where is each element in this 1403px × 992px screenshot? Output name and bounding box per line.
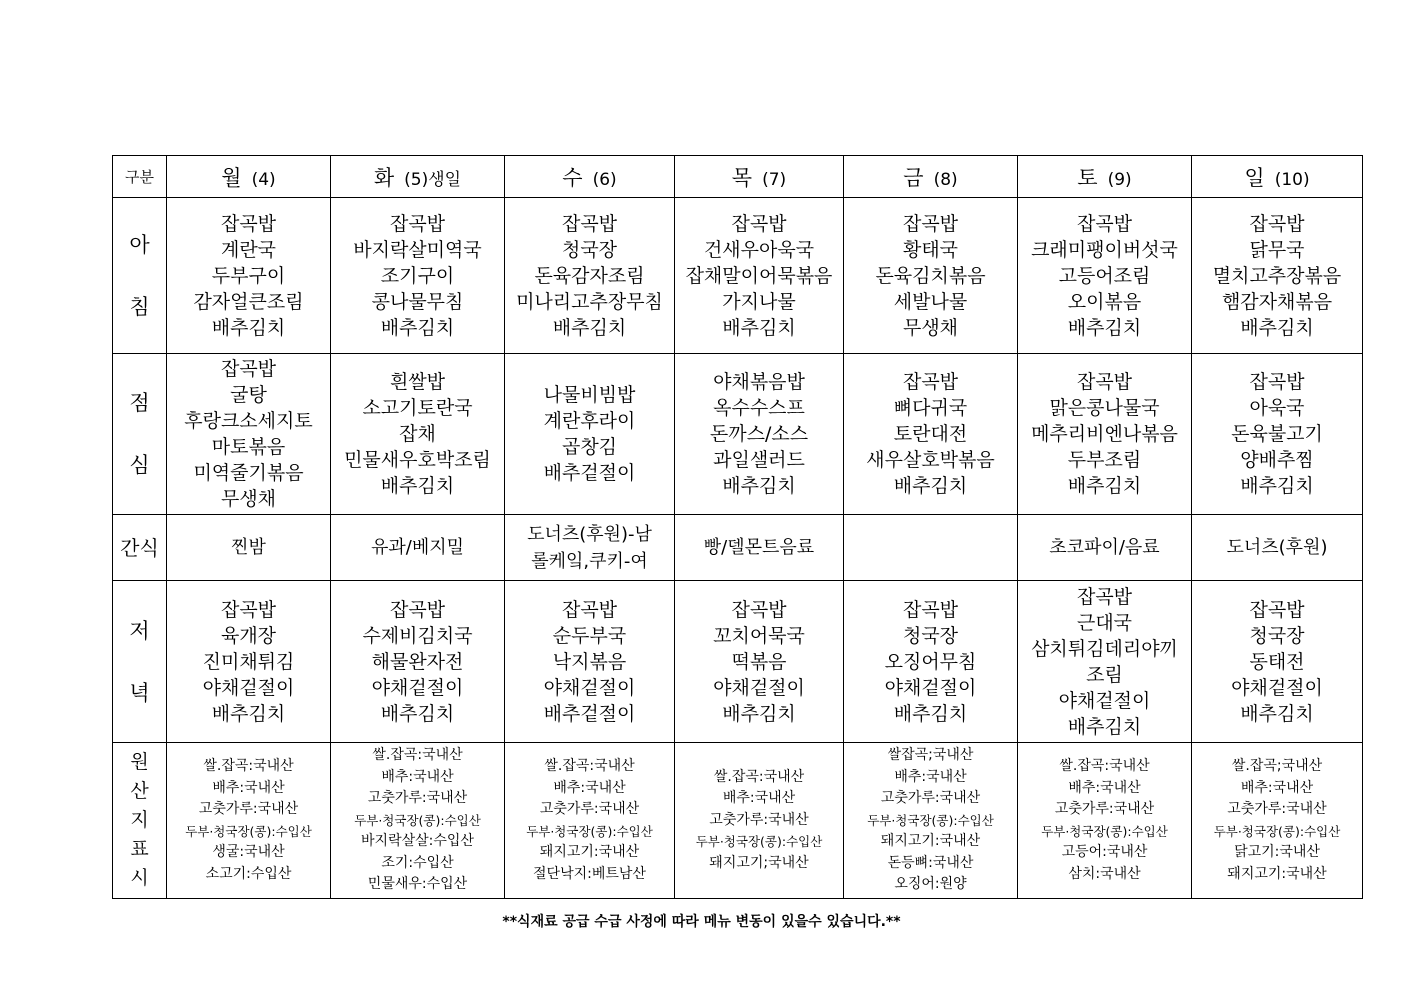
menu-item: 계란후라이 — [543, 410, 636, 432]
label-char: 원 — [130, 751, 149, 773]
menu-item: 배추겉절이 — [543, 702, 636, 725]
origin-item: 두부·청국장(콩):수입산 — [867, 812, 994, 828]
snack-row — [113, 515, 1363, 581]
menu-item: 돈육김치볶음 — [875, 264, 986, 287]
lunch-cell — [167, 354, 331, 515]
menu-item: 메추리비엔나볶음 — [1031, 423, 1178, 445]
dinner-label — [113, 581, 167, 743]
origin-item: 두부·청국장(콩):수입산 — [695, 834, 823, 850]
menu-item: 미역줄기볶음 — [193, 462, 304, 484]
lunch-cell — [675, 354, 844, 515]
menu-item: 순두부국 — [552, 624, 627, 647]
origin-label — [113, 743, 167, 899]
menu-item: 잡채 — [399, 423, 436, 445]
snack-cell — [1192, 515, 1363, 581]
menu-item: 배추김치 — [1240, 316, 1314, 339]
menu-item: 양배추찜 — [1240, 449, 1314, 471]
label-char: 녁 — [129, 680, 150, 705]
lunch-cell — [844, 354, 1018, 515]
menu-item: 미나리고추장무침 — [516, 290, 663, 313]
origin-item: 쌀.잡곡:국내산 — [203, 758, 294, 774]
day-name: 일 — [1244, 165, 1265, 190]
dinner-cell — [1018, 581, 1192, 743]
menu-item: 닭무국 — [1249, 238, 1305, 261]
menu-item: 야채겉절이 — [543, 676, 636, 699]
menu-item: 황태국 — [902, 238, 959, 261]
origin-cell — [1018, 743, 1192, 899]
origin-item: 고춧가루:국내산 — [1227, 801, 1327, 817]
menu-item: 돈까스/소스 — [709, 423, 809, 445]
menu-item: 잡곡밥 — [1076, 212, 1133, 235]
label-char: 시 — [130, 867, 149, 889]
origin-item: 두부·청국장(콩):수입산 — [354, 812, 481, 828]
menu-item: 야채볶음밥 — [713, 371, 805, 393]
menu-item: 무생채 — [902, 316, 959, 339]
menu-item: 잡채말이어묵볶음 — [685, 264, 833, 287]
menu-item: 돈육불고기 — [1231, 423, 1323, 445]
menu-item: 곱창김 — [561, 436, 618, 458]
menu-item: 고등어조림 — [1058, 264, 1151, 287]
menu-item: 배추김치 — [380, 702, 455, 725]
menu-item: 옥수수스프 — [713, 397, 805, 419]
menu-item: 과일샐러드 — [713, 449, 805, 471]
menu-item: 진미채튀김 — [202, 650, 295, 673]
origin-item: 쌀잡곡;국내산 — [887, 747, 974, 764]
menu-item: 토란대전 — [893, 423, 968, 445]
breakfast-cell — [675, 198, 844, 354]
origin-item: 생굴:국내산 — [212, 844, 285, 860]
dinner-cell — [675, 581, 844, 743]
breakfast-row — [113, 198, 1363, 354]
dinner-cell — [505, 581, 675, 743]
lunch-cell — [1192, 354, 1363, 515]
origin-item: 고등어:국내산 — [1061, 844, 1148, 860]
menu-item: 두부조림 — [1067, 449, 1142, 471]
origin-item: 쌀.잡곡:국내산 — [544, 758, 635, 774]
origin-item: 소고기:수입산 — [205, 865, 292, 882]
breakfast-cell — [167, 198, 331, 354]
label-char: 지 — [130, 809, 149, 831]
menu-item: 낙지볶음 — [552, 650, 627, 673]
menu-item: 뼈다귀국 — [893, 397, 968, 419]
origin-item: 고춧가루:국내산 — [198, 801, 299, 817]
menu-item: 잡곡밥 — [1076, 585, 1133, 608]
label-char: 저 — [129, 618, 150, 643]
menu-item: 잡곡밥 — [561, 212, 618, 235]
menu-item: 새우살호박볶음 — [866, 449, 995, 471]
day-name: 수 — [562, 165, 583, 190]
menu-item: 가지나물 — [722, 290, 796, 313]
lunch-row — [113, 354, 1363, 515]
snack-cell — [675, 515, 844, 581]
menu-item: 잡곡밥 — [1249, 598, 1305, 621]
menu-item: 동태전 — [1249, 650, 1305, 673]
menu-item: 배추김치 — [893, 702, 968, 725]
origin-item: 민물새우:수입산 — [367, 876, 468, 893]
menu-item: 무생채 — [220, 488, 277, 510]
origin-item: 두부·청국장(콩):수입산 — [526, 823, 653, 839]
origin-cell — [675, 743, 844, 899]
menu-item: 잡곡밥 — [902, 212, 959, 235]
menu-item: 잡곡밥 — [1249, 212, 1305, 235]
snack-cell — [167, 515, 331, 581]
menu-item: 잡곡밥 — [220, 598, 277, 621]
origin-item: 배추:국내산 — [212, 779, 285, 796]
day-number: (7) — [762, 169, 787, 190]
origin-cell — [167, 743, 331, 899]
menu-item: 배추김치 — [211, 702, 286, 725]
day-number: (5)생일 — [404, 169, 462, 190]
origin-item: 두부·청국장(콩):수입산 — [1213, 823, 1341, 839]
origin-item: 오징어:원양 — [894, 876, 967, 893]
origin-item: 두부·청국장(콩):수입산 — [1041, 823, 1168, 839]
dinner-cell — [844, 581, 1018, 743]
origin-item: 배추:국내산 — [1240, 779, 1314, 796]
menu-item: 배추김치 — [211, 316, 286, 339]
origin-item: 고춧가루:국내산 — [709, 811, 809, 828]
dinner-cell — [331, 581, 505, 743]
day-number: (6) — [592, 169, 617, 190]
menu-item: 아욱국 — [1249, 397, 1305, 419]
menu-item: 잡곡밥 — [561, 598, 618, 621]
day-number: (9) — [1107, 169, 1132, 190]
menu-item: 굴탕 — [230, 384, 267, 406]
origin-row — [113, 743, 1363, 899]
menu-item: 돈육감자조림 — [534, 264, 645, 287]
menu-item: 잡곡밥 — [902, 598, 959, 621]
menu-item: 꼬치어묵국 — [713, 624, 805, 647]
menu-item: 육개장 — [220, 624, 277, 647]
day-header-fri — [844, 156, 1018, 198]
menu-item: 오이볶음 — [1067, 290, 1142, 313]
origin-item: 쌀.잡곡;국내산 — [1231, 758, 1323, 774]
origin-item: 배추:국내산 — [1068, 779, 1141, 796]
menu-item: 두부구이 — [211, 264, 286, 287]
header-row — [113, 156, 1363, 198]
lunch-cell — [505, 354, 675, 515]
menu-item: 콩나물무침 — [371, 290, 464, 313]
day-header-sat — [1018, 156, 1192, 198]
menu-item: 배추김치 — [1067, 715, 1142, 738]
origin-item: 돼지고기:국내산 — [1227, 865, 1327, 882]
origin-item: 돼지고기:국내산 — [880, 833, 981, 850]
origin-item: 배추:국내산 — [722, 790, 796, 807]
label-char: 산 — [130, 780, 149, 802]
menu-item: 잡곡밥 — [1249, 371, 1305, 393]
menu-item: 건새우아욱국 — [703, 238, 815, 261]
menu-item: 배추김치 — [1240, 702, 1314, 725]
menu-item: 청국장 — [561, 238, 618, 261]
origin-item: 두부·청국장(콩):수입산 — [185, 823, 312, 839]
origin-cell — [331, 743, 505, 899]
menu-item: 배추김치 — [1067, 475, 1142, 497]
origin-cell — [505, 743, 675, 899]
menu-item: 도너츠(후원)-남 — [527, 523, 652, 545]
menu-item: 맑은콩나물국 — [1049, 397, 1160, 419]
dinner-row — [113, 581, 1363, 743]
menu-item: 잡곡밥 — [1076, 371, 1133, 393]
menu-item: 유과/베지밀 — [370, 537, 464, 558]
origin-item: 쌀.잡곡:국내산 — [372, 747, 463, 764]
menu-item: 마토볶음 — [211, 436, 286, 458]
menu-item: 멸치고추장볶음 — [1212, 264, 1342, 287]
origin-item: 배추:국내산 — [553, 779, 626, 796]
origin-item: 배추:국내산 — [894, 768, 967, 785]
menu-item: 잡곡밥 — [731, 598, 787, 621]
menu-item: 민물새우호박조림 — [344, 449, 491, 471]
menu-item: 흰쌀밥 — [389, 371, 446, 393]
day-number: (10) — [1274, 169, 1310, 190]
origin-item: 돼지고기;국내산 — [709, 854, 809, 871]
menu-item: 감자얼큰조림 — [193, 290, 304, 313]
day-number: (4) — [251, 169, 276, 190]
label-char: 심 — [129, 453, 150, 477]
origin-item: 바지락살살:수입산 — [361, 833, 474, 850]
origin-item: 닭고기:국내산 — [1234, 844, 1320, 860]
menu-item: 야채겉절이 — [371, 676, 464, 699]
menu-item: 잡곡밥 — [731, 212, 787, 235]
menu-item: 야채겉절이 — [884, 676, 977, 699]
breakfast-label — [113, 198, 167, 354]
menu-item: 잡곡밥 — [389, 212, 446, 235]
lunch-label — [113, 354, 167, 515]
menu-item: 빵/델몬트음료 — [703, 537, 815, 558]
snack-cell — [331, 515, 505, 581]
menu-item: 야채겉절이 — [713, 676, 805, 699]
day-number: (8) — [933, 169, 958, 190]
menu-item: 떡볶음 — [731, 650, 787, 673]
day-name: 토 — [1077, 165, 1098, 190]
menu-item: 배추김치 — [380, 316, 455, 339]
menu-item: 배추김치 — [722, 316, 796, 339]
day-header-tue — [331, 156, 505, 198]
menu-item: 배추김치 — [380, 475, 455, 497]
day-header-wed — [505, 156, 675, 198]
origin-cell — [1192, 743, 1363, 899]
label-char: 표 — [130, 838, 149, 860]
dinner-cell — [1192, 581, 1363, 743]
menu-item: 롤케잌,쿠키-여 — [531, 550, 648, 572]
menu-item: 잡곡밥 — [389, 598, 446, 621]
day-name: 목 — [731, 165, 753, 190]
breakfast-cell — [1018, 198, 1192, 354]
menu-item: 잡곡밥 — [220, 358, 277, 380]
menu-item: 야채겉절이 — [202, 676, 295, 699]
footer-note: **식재료 공급 수급 사정에 따라 메뉴 변동이 있을수 있습니다.** — [502, 914, 901, 930]
menu-item: 세발나물 — [893, 290, 968, 313]
menu-item: 수제비김치국 — [362, 624, 473, 647]
menu-item: 크래미팽이버섯국 — [1031, 238, 1178, 261]
menu-item: 햄감자채볶음 — [1221, 290, 1333, 313]
lunch-cell — [331, 354, 505, 515]
menu-item: 조기구이 — [380, 264, 455, 287]
menu-item: 근대국 — [1076, 611, 1133, 634]
menu-item: 배추김치 — [722, 702, 796, 725]
origin-item: 고춧가루:국내산 — [880, 790, 981, 807]
menu-item: 야채겉절이 — [1231, 676, 1323, 699]
menu-item: 소고기토란국 — [362, 397, 473, 419]
origin-cell — [844, 743, 1018, 899]
menu-item: 배추김치 — [893, 475, 968, 497]
menu-item: 찐밤 — [231, 537, 266, 558]
day-header-sun — [1192, 156, 1363, 198]
menu-item: 바지락살미역국 — [353, 238, 482, 261]
breakfast-cell — [331, 198, 505, 354]
day-name: 화 — [373, 165, 395, 190]
snack-cell — [1018, 515, 1192, 581]
day-name: 금 — [903, 165, 924, 190]
menu-item: 오징어무침 — [884, 650, 977, 673]
menu-item: 초코파이/음료 — [1049, 537, 1160, 558]
menu-item: 청국장 — [902, 624, 959, 647]
origin-item: 배추:국내산 — [381, 768, 454, 785]
menu-item: 배추김치 — [552, 316, 627, 339]
dinner-cell — [167, 581, 331, 743]
menu-item: 배추김치 — [1240, 475, 1314, 497]
breakfast-cell — [1192, 198, 1363, 354]
lunch-cell — [1018, 354, 1192, 515]
menu-item: 잡곡밥 — [220, 212, 277, 235]
menu-item: 잡곡밥 — [902, 371, 959, 393]
menu-item: 배추김치 — [1067, 316, 1142, 339]
breakfast-cell — [505, 198, 675, 354]
menu-item: 도너츠(후원) — [1226, 537, 1328, 558]
day-header-mon — [167, 156, 331, 198]
day-name: 월 — [221, 165, 242, 190]
origin-item: 돈등뼈:국내산 — [887, 854, 974, 871]
origin-item: 쌀.잡곡:국내산 — [713, 768, 805, 785]
origin-item: 조기:수입산 — [381, 854, 454, 871]
day-header-thu — [675, 156, 844, 198]
snack-label: 간식 — [113, 515, 167, 581]
menu-item: 나물비빔밥 — [543, 384, 636, 406]
menu-item: 배추겉절이 — [543, 462, 636, 484]
menu-item: 청국장 — [1249, 624, 1305, 647]
origin-item: 절단낙지:베트남산 — [533, 865, 646, 882]
menu-item: 계란국 — [220, 238, 277, 261]
snack-cell — [505, 515, 675, 581]
breakfast-cell — [844, 198, 1018, 354]
menu-item: 배추김치 — [722, 475, 796, 497]
snack-cell — [844, 515, 1018, 581]
menu-item: 삼치튀김데리야끼 — [1031, 637, 1178, 660]
origin-item: 고춧가루:국내산 — [539, 801, 640, 817]
origin-item: 삼치:국내산 — [1068, 865, 1141, 882]
origin-item: 고춧가루:국내산 — [1054, 801, 1155, 817]
label-char: 침 — [129, 294, 150, 319]
origin-item: 돼지고기:국내산 — [539, 844, 640, 860]
menu-item: 야채겉절이 — [1058, 689, 1151, 712]
category-header: 구분 — [113, 156, 167, 198]
origin-item: 고춧가루:국내산 — [367, 790, 468, 807]
menu-item: 조림 — [1086, 663, 1123, 686]
menu-item: 해물완자전 — [371, 650, 464, 673]
label-char: 아 — [129, 232, 150, 257]
menu-item: 후랑크소세지토 — [184, 410, 313, 432]
label-char: 점 — [129, 391, 150, 415]
weekly-menu-table — [112, 155, 1363, 899]
origin-item: 쌀.잡곡:국내산 — [1059, 758, 1150, 774]
